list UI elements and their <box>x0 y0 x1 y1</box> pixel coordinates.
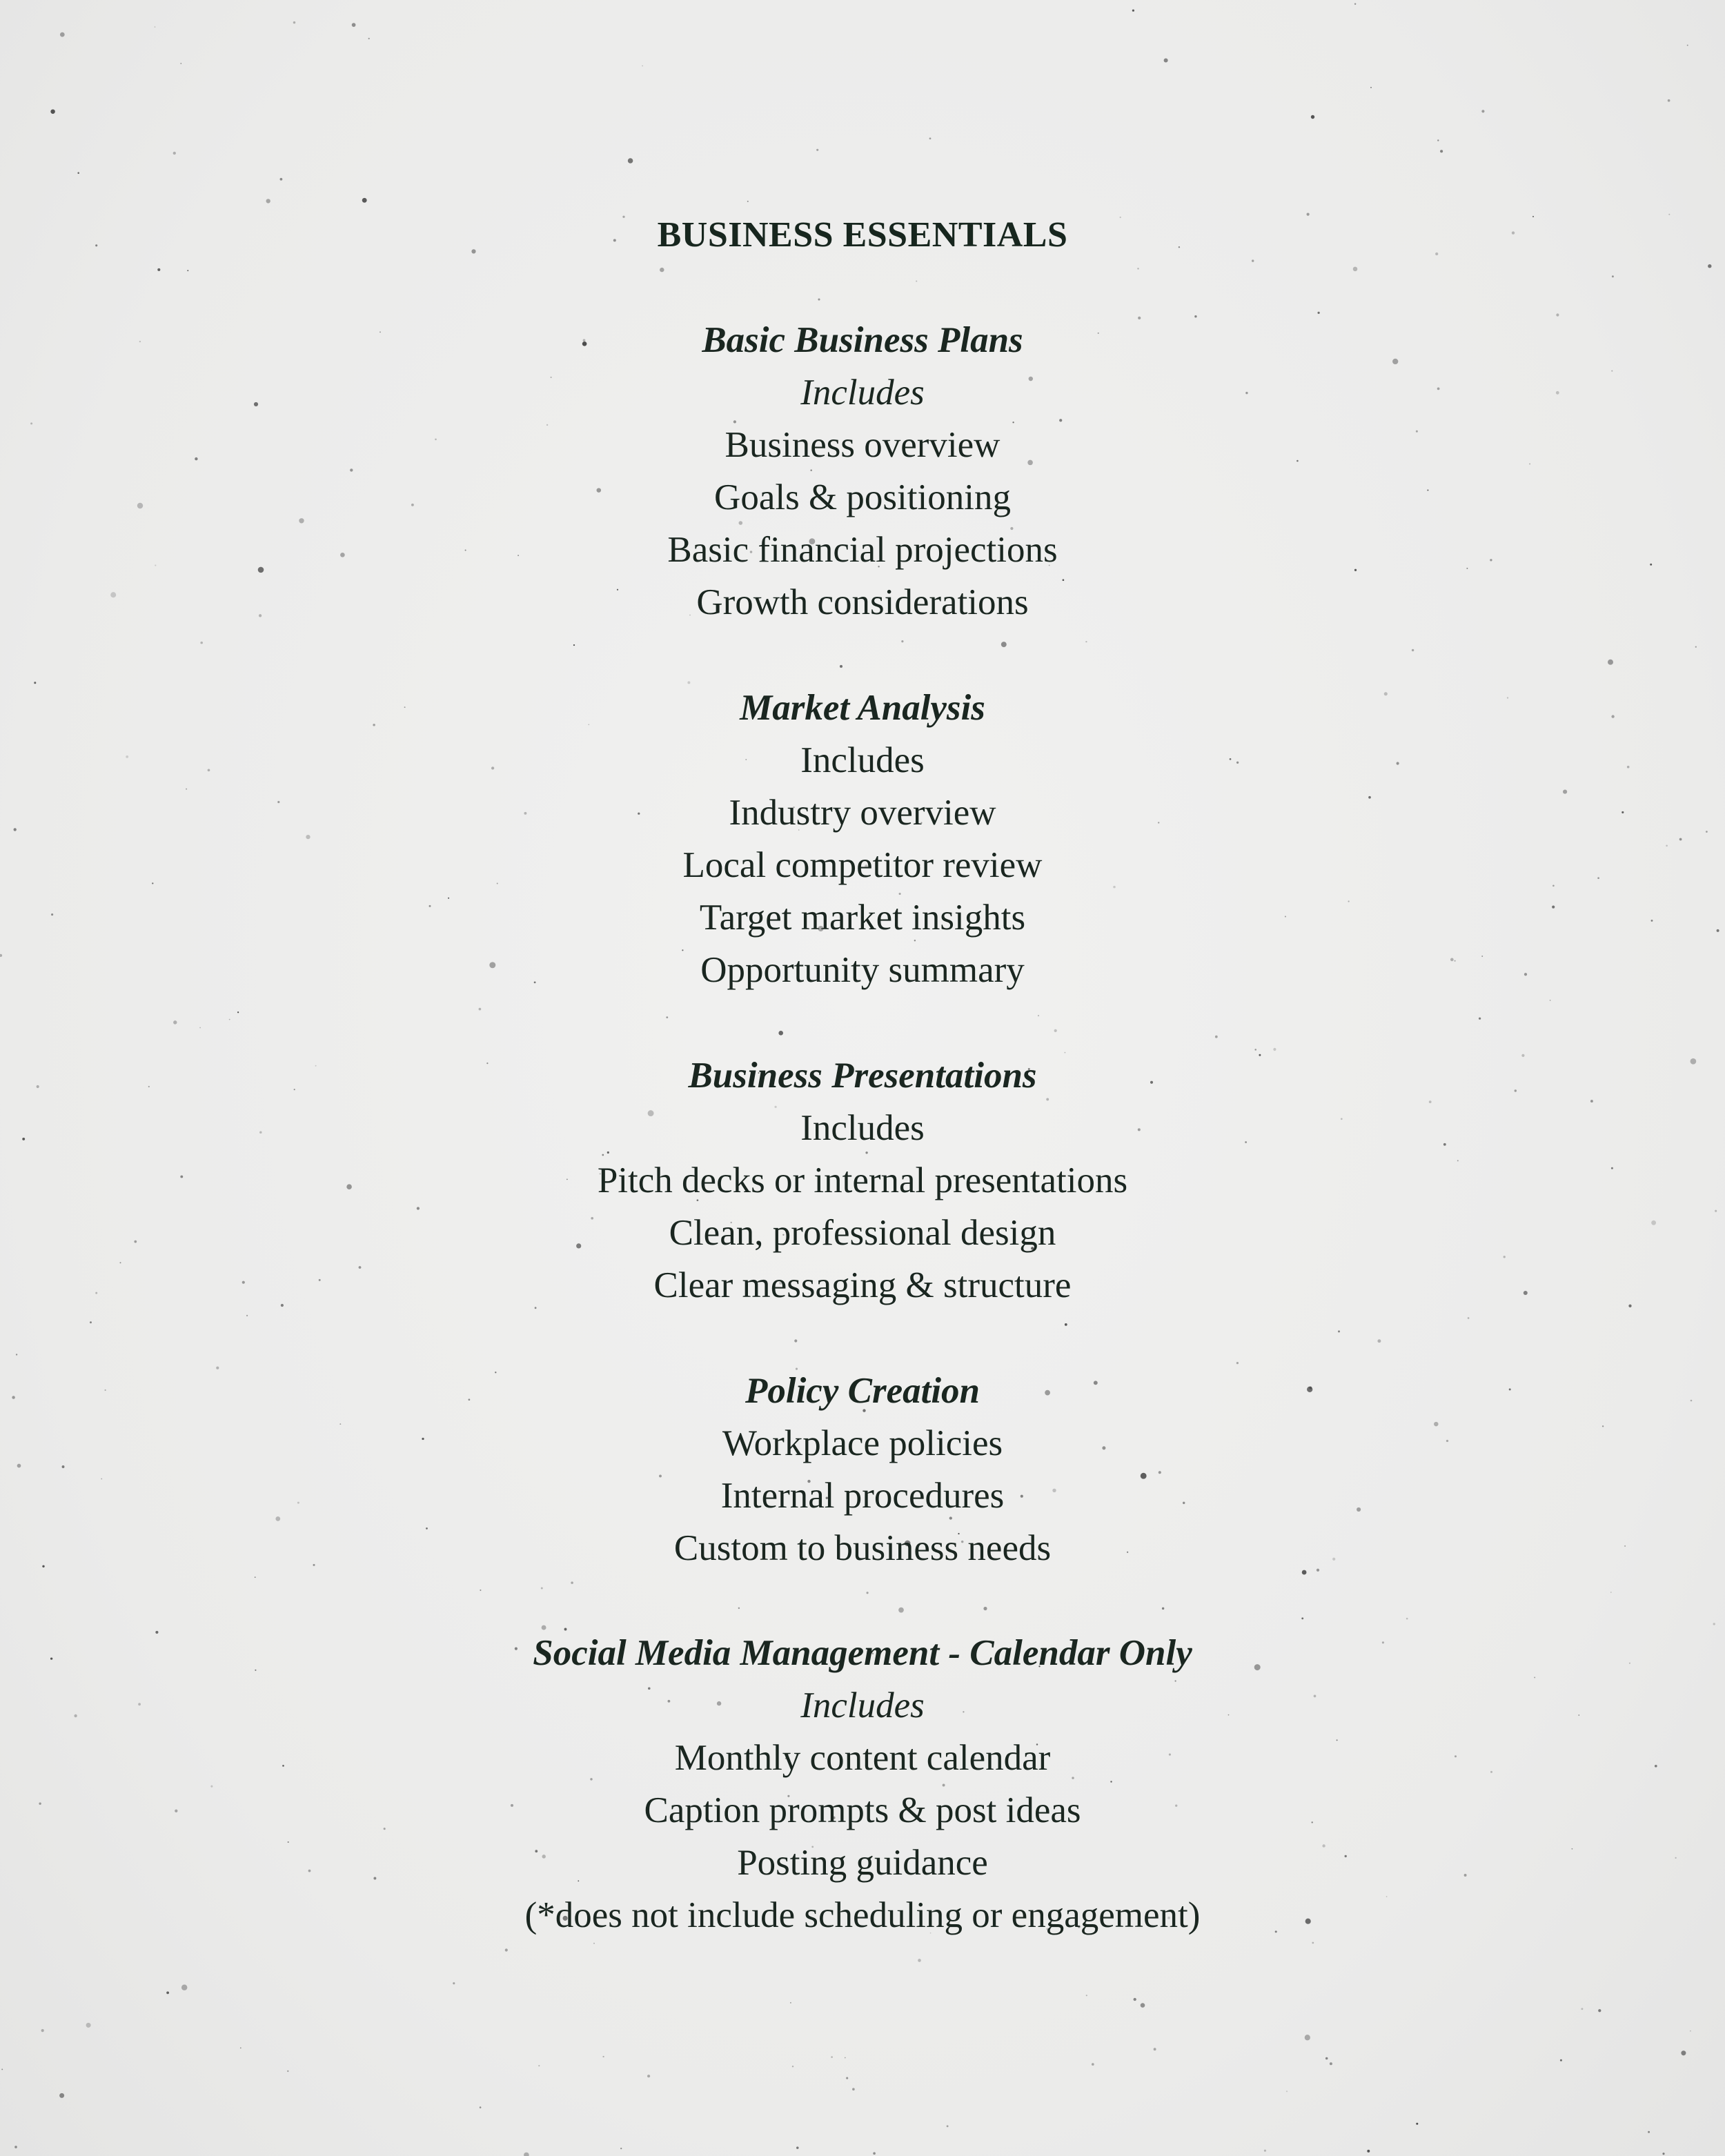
speckle <box>1668 99 1670 102</box>
speckle <box>1354 3 1356 5</box>
speckle <box>479 1008 482 1011</box>
speckle <box>173 152 176 155</box>
speckle <box>280 178 283 181</box>
speckle <box>180 63 181 64</box>
section-heading: Social Media Management - Calendar Only <box>533 1633 1192 1673</box>
speckle <box>846 2077 848 2079</box>
speckle <box>983 1607 987 1610</box>
speckle <box>1662 2153 1664 2155</box>
includes-label: Includes <box>800 373 925 413</box>
speckle <box>453 1982 455 1984</box>
list-item: Opportunity summary <box>700 950 1025 990</box>
speckle <box>792 2066 793 2067</box>
section-heading: Basic Business Plans <box>702 320 1023 360</box>
speckle <box>255 1576 256 1578</box>
speckle <box>1092 2063 1094 2066</box>
speckle <box>1687 45 1688 46</box>
speckle <box>1406 1618 1408 1620</box>
section-policy-creation <box>0 1365 1725 1574</box>
list-item: Internal procedures <box>720 1476 1005 1516</box>
speckle <box>1312 1942 1314 1944</box>
speckle <box>541 1588 543 1590</box>
speckle <box>1065 1323 1067 1326</box>
speckle <box>867 1592 869 1594</box>
speckle <box>1610 1592 1612 1593</box>
list-item: Clean, professional design <box>669 1213 1056 1253</box>
includes-label: Includes <box>800 1685 925 1725</box>
speckle <box>1608 660 1613 665</box>
speckle <box>738 1608 740 1609</box>
speckle <box>1154 2048 1156 2050</box>
speckle <box>1086 1995 1087 1996</box>
speckle <box>1301 1617 1303 1619</box>
speckle <box>77 172 79 174</box>
speckle <box>1330 2062 1332 2065</box>
speckle <box>1162 1608 1164 1610</box>
speckle <box>1132 10 1134 12</box>
speckle <box>852 2088 855 2090</box>
speckle <box>352 23 356 27</box>
speckle <box>666 1016 668 1018</box>
speckle <box>1690 2030 1691 2032</box>
speckle <box>1325 2057 1328 2060</box>
speckle <box>246 1315 248 1316</box>
list-item: Pitch decks or internal presentations <box>597 1160 1128 1200</box>
speckle <box>628 158 633 164</box>
speckle <box>266 199 270 203</box>
speckle <box>647 2075 650 2077</box>
speckle <box>840 665 842 668</box>
includes-label: Includes <box>800 1108 925 1148</box>
list-item: Business overview <box>724 425 1000 465</box>
section-heading: Policy Creation <box>745 1371 980 1411</box>
speckle <box>1708 264 1711 268</box>
speckle <box>573 644 575 646</box>
speckle <box>1416 2123 1418 2125</box>
speckle <box>368 38 370 39</box>
speckle <box>642 66 643 67</box>
speckle <box>901 640 903 642</box>
speckle <box>181 1984 187 1990</box>
section-market-analysis <box>0 682 1725 996</box>
speckle <box>199 1027 201 1029</box>
speckle <box>86 2023 91 2028</box>
speckle <box>1305 2035 1310 2040</box>
speckle <box>1134 1998 1136 2001</box>
speckle <box>818 298 820 300</box>
speckle <box>200 642 203 644</box>
speckle <box>1437 139 1439 141</box>
speckle <box>1468 1317 1470 1319</box>
speckle <box>480 1590 481 1591</box>
speckle <box>816 149 818 151</box>
list-item: Goals & positioning <box>714 477 1011 517</box>
speckle <box>505 1948 508 1951</box>
speckle <box>173 1020 177 1024</box>
speckle <box>593 1943 595 1944</box>
speckle <box>16 1354 17 1355</box>
speckle <box>831 2056 833 2058</box>
speckle <box>237 1011 239 1013</box>
speckle <box>790 2002 791 2004</box>
speckle <box>1054 1029 1057 1032</box>
speckle <box>1164 58 1168 62</box>
speckle <box>90 1321 92 1323</box>
speckle <box>1236 1362 1239 1364</box>
list-item: Clear messaging & structure <box>653 1265 1072 1305</box>
speckle <box>1412 649 1414 651</box>
speckle <box>1370 87 1372 88</box>
speckle <box>1598 2009 1601 2012</box>
speckle <box>524 2153 529 2156</box>
speckle <box>60 32 65 37</box>
list-item: Custom to business needs <box>673 1528 1052 1568</box>
list-item: Target market insights <box>699 898 1026 938</box>
speckle <box>1085 641 1087 642</box>
speckle <box>1560 2059 1562 2061</box>
list-item: Growth considerations <box>696 582 1029 622</box>
speckle <box>187 270 188 271</box>
speckle <box>157 268 160 271</box>
speckle <box>1137 268 1138 269</box>
speckle <box>1695 646 1697 647</box>
speckle <box>1648 2131 1650 2133</box>
list-item: Basic financial projections <box>667 530 1058 570</box>
speckle <box>1286 2090 1288 2092</box>
speckle <box>747 201 749 202</box>
speckle <box>50 109 55 113</box>
speckle <box>1 2068 3 2070</box>
document-title: BUSINESS ESSENTIALS <box>657 215 1068 255</box>
speckle <box>293 21 296 24</box>
speckle <box>1713 1623 1715 1625</box>
section-heading: Business Presentations <box>688 1056 1037 1096</box>
speckle <box>1001 642 1007 647</box>
speckle <box>1377 1339 1381 1343</box>
speckle <box>240 2048 241 2049</box>
speckle <box>41 2029 44 2032</box>
speckle <box>873 2152 876 2155</box>
speckle <box>898 1608 904 1613</box>
speckle <box>778 1031 783 1036</box>
speckle <box>287 2070 288 2072</box>
speckle <box>918 1959 921 1962</box>
speckle <box>1141 2003 1145 2008</box>
speckle <box>947 2125 949 2127</box>
includes-label: Includes <box>800 740 925 780</box>
speckle <box>362 198 367 203</box>
list-item: Industry overview <box>729 793 996 833</box>
section-heading: Market Analysis <box>740 688 985 728</box>
speckle <box>571 1581 573 1584</box>
speckle <box>1440 150 1443 152</box>
speckle <box>660 268 664 272</box>
speckle <box>1681 2050 1686 2055</box>
speckle <box>1264 2150 1266 2152</box>
speckle <box>1481 110 1484 112</box>
speckle <box>1353 267 1358 272</box>
list-item: (*does not include scheduling or engagement) <box>524 1895 1201 1935</box>
speckle <box>1338 1330 1340 1332</box>
speckle <box>538 2065 540 2066</box>
list-item: Monthly content calendar <box>674 1738 1051 1778</box>
speckle <box>1215 1036 1218 1038</box>
speckle <box>602 2056 604 2057</box>
speckle <box>929 137 931 139</box>
section-business-presentations <box>0 1049 1725 1312</box>
speckle <box>620 2148 622 2149</box>
speckle <box>1550 1000 1551 1001</box>
speckle <box>166 1992 169 1995</box>
speckle <box>229 1019 230 1020</box>
speckle <box>59 2093 64 2098</box>
speckle <box>1311 115 1314 119</box>
speckle <box>1038 1015 1039 1016</box>
speckle <box>1367 2150 1370 2153</box>
speckle <box>794 1339 797 1342</box>
section-social-media-management <box>0 1627 1725 1941</box>
speckle <box>845 2057 846 2059</box>
list-item: Caption prompts & post ideas <box>644 1790 1081 1830</box>
list-item: Posting guidance <box>737 1843 988 1883</box>
section-basic-business-plans <box>0 314 1725 629</box>
speckle <box>1612 275 1614 277</box>
list-item: Local competitor review <box>682 845 1043 885</box>
list-item: Workplace policies <box>722 1423 1003 1463</box>
speckle <box>796 2146 799 2149</box>
speckle <box>155 26 156 28</box>
speckle <box>14 2146 17 2148</box>
speckle <box>1581 2008 1583 2010</box>
speckle <box>1479 1018 1481 1020</box>
speckle <box>480 2106 482 2108</box>
speckle <box>916 281 917 282</box>
